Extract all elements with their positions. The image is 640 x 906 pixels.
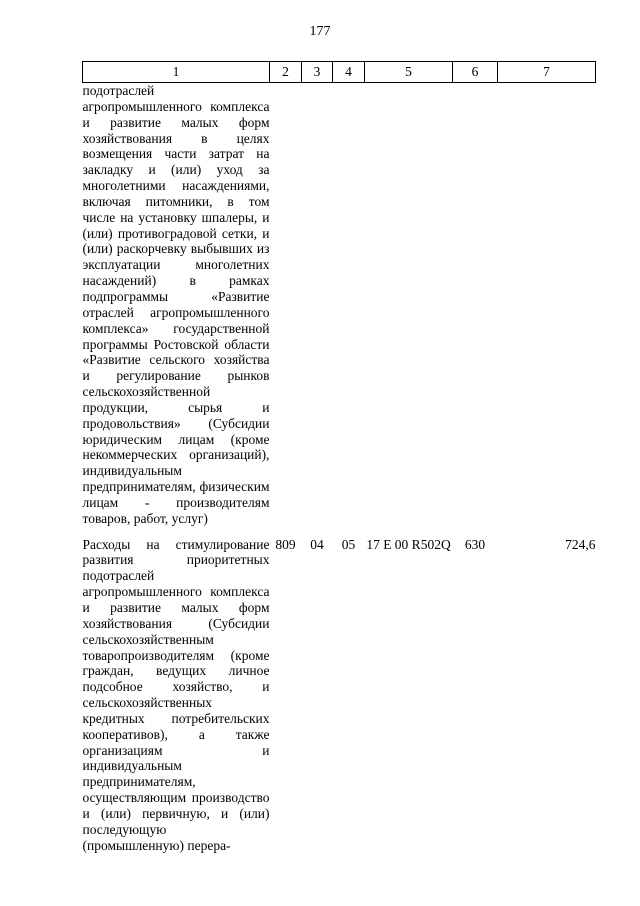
- amount: [498, 83, 596, 527]
- column-header-6: 6: [453, 62, 498, 83]
- column-header-4: 4: [333, 62, 365, 83]
- expense-type-code: 630: [464, 536, 486, 552]
- ministry-code: 809: [275, 536, 296, 552]
- page-number: 177: [309, 24, 331, 39]
- column-header-2: 2: [270, 62, 302, 83]
- subsection-code: 05: [341, 536, 356, 552]
- amount: 724,6: [565, 536, 596, 552]
- budget-table: [82, 61, 596, 854]
- row-description: Расходы на стимулирование развития приоритетных подотраслей агропромышленного комплекса и развитие малых форм хозяйствования (Субсидии сельскохозяйственным товаропроизводителям (кроме граждан, ведущих личное подсобное хозяйство, и сельскохозяйственных кредитных потребительских кооперативов), а также организациям и индивидуальным предпринимателям, осуществляющим производство и (или) первичную, и (или) последующую (промышленную) перера-: [82, 536, 270, 853]
- column-header-1: 1: [83, 62, 270, 83]
- target-article-code: 17 Е 00 R502Q: [366, 536, 451, 552]
- section-code: 04: [310, 536, 324, 552]
- column-header-5: 5: [365, 62, 453, 83]
- column-header-3: 3: [302, 62, 333, 83]
- column-header-7: 7: [498, 62, 596, 83]
- target-article-code: [365, 83, 453, 527]
- table-header-row: [83, 62, 596, 83]
- ministry-code: [270, 83, 302, 527]
- subsection-code: [333, 83, 365, 527]
- expense-type-code: [453, 83, 498, 527]
- table-row: [83, 83, 596, 527]
- table-row: [83, 537, 596, 854]
- row-spacer: [83, 527, 596, 537]
- row-description: подотраслей агропромышленного комплекса и развитие малых форм хозяйствования в целях возмещения части затрат на закладку и (или) уход за многолетними насаждениями, включая питомники, в том числе на установку шпалеры, и (или) противоградовой сетки, и (или) раскорчевку выбывших из эксплуатации многолетних насаждений) в рамках подпрограммы «Развитие отраслей агропромышленного комплекса» государственной программы Ростовской области «Развитие сельского хозяйства и регулирование рынков сельскохозяйственной продукции, сырья и продовольствия» (Субсидии юридическим лицам (кроме некоммерческих организаций), индивидуальным предпринимателям, физическим лицам - производителям товаров, работ, услуг): [82, 83, 270, 526]
- section-code: [302, 83, 333, 527]
